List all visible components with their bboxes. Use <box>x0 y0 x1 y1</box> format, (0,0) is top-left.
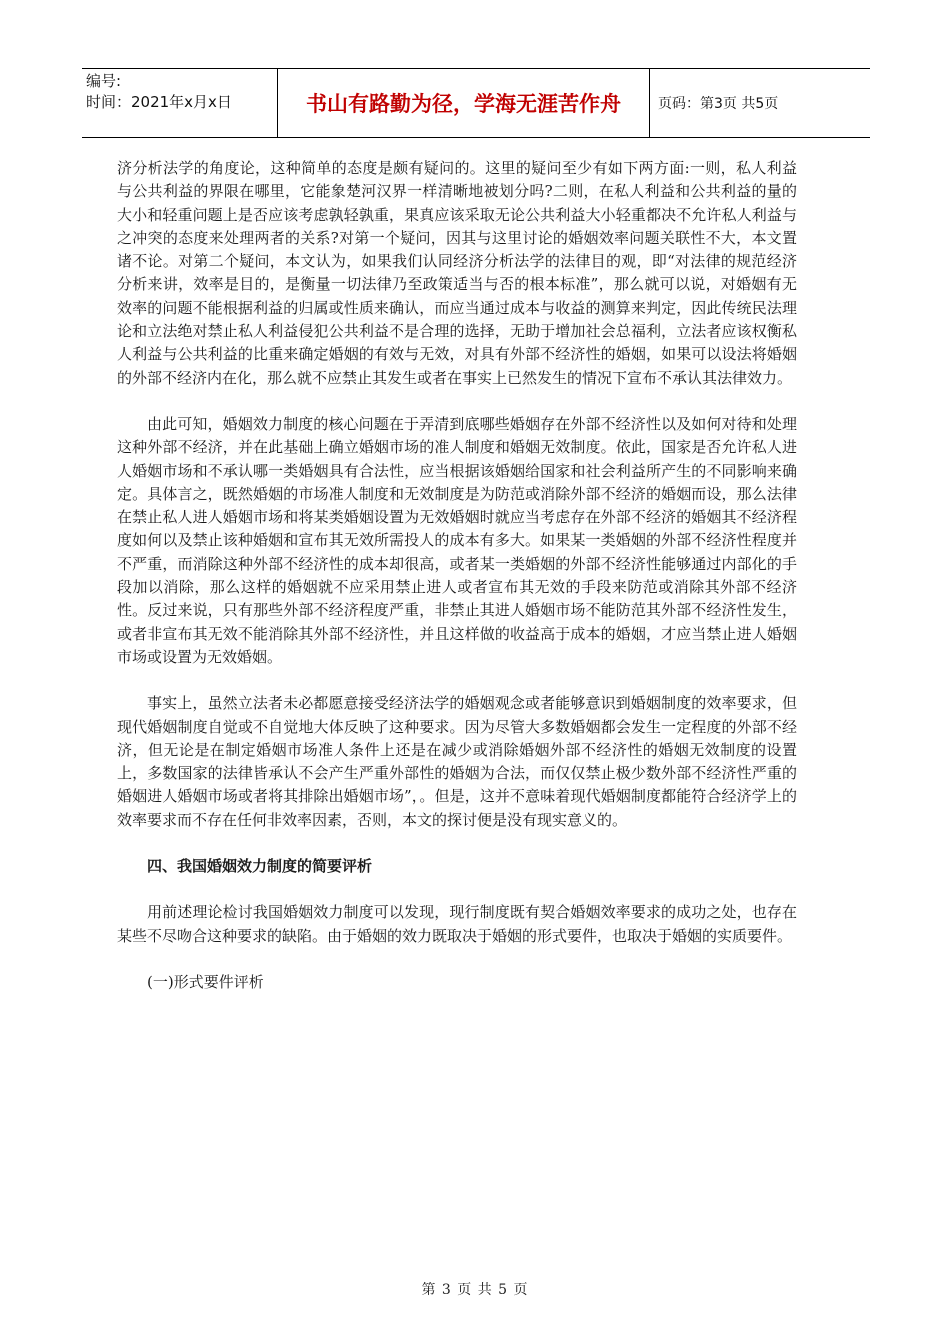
doc-number-label: 编号: <box>86 72 122 90</box>
paragraph-1: 济分析法学的角度论，这种简单的态度是颇有疑问的。这里的疑问至少有如下两方面:一则，私人利益与公共利益的界限在哪里，它能象楚河汉界一样清晰地被划分吗?二则，在私人利益和公共利益的量的大小和轻重问题上是否应该考虑孰轻孰重，果真应该采取无论公共利益大小轻重都决不允许私人利益与之冲突的态度来处理两者的关系?对第一个疑问，因其与这里讨论的婚姻效率问题关联性不大，本文置诸不论。对第二个疑问，本文认为，如果我们认同经济分析法学的法律目的观，即“对法律的规范经济分析来讲，效率是目的，是衡量一切法律乃至政策适当与否的根本标准”，那么就可以说，对婚姻有无效率的问题不能根据利益的归属或性质来确认，而应当通过成本与收益的测算来判定，因此传统民法理论和立法绝对禁止私人利益侵犯公共利益不是合理的选择，无助于增加社会总福利，立法者应该权衡私人利益与公共利益的比重来确定婚姻的有效与无效，对具有外部不经济性的婚姻，如果可以设法将婚姻的外部不经济内在化，那么就不应禁止其发生或者在事实上已然发生的情况下宣布不承认其法律效力。 <box>117 159 797 387</box>
paragraph-4: 用前述理论检讨我国婚姻效力制度可以发现，现行制度既有契合婚姻效率要求的成功之处，也存在某些不尽吻合这种要求的缺陷。由于婚姻的效力既取决于婚姻的形式要件，也取决于婚姻的实质要件。 <box>117 903 797 945</box>
paragraph-2: 由此可知，婚姻效力制度的核心问题在于弄清到底哪些婚姻存在外部不经济性以及如何对待和处理这种外部不经济，并在此基础上确立婚姻市场的准人制度和婚姻无效制度。依此，国家是否允许私人进人婚姻市场和不承认哪一类婚姻具有合法性，应当根据该婚姻给国家和社会利益所产生的不同影响来确定。具体言之，既然婚姻的市场准人制度和无效制度是为防范或消除外部不经济的婚姻而设，那么法律在禁止私人进人婚姻市场和将某类婚姻设置为无效婚姻时就应当考虑存在外部不经济的婚姻其不经济程度如何以及禁止该种婚姻和宣布其无效所需投人的成本有多大。如果某一类婚姻的外部不经济性程度并不严重，而消除这种外部不经济性的成本却很高，或者某一类婚姻的外部不经济性能够通过内部化的手段加以消除，那么这样的婚姻就不应采用禁止进人或者宣布其无效的手段来防范或消除其外部不经济性。反过来说，只有那些外部不经济程度严重，非禁止其进人婚姻市场不能防范其外部不经济性发生，或者非宣布其无效不能消除其外部不经济性，并且这样做的收益高于成本的婚姻，才应当禁止进人婚姻市场或设置为无效婚姻。 <box>117 414 797 666</box>
header-meta <box>82 69 278 137</box>
header-motto: 书山有路勤为径，学海无涯苦作舟 <box>278 69 650 137</box>
date-label: 时间：2021年x月x日 <box>86 93 232 111</box>
subsection-heading: (一)形式要件评析 <box>147 972 264 991</box>
paragraph-3: 事实上，虽然立法者未必都愿意接受经济法学的婚姻观念或者能够意识到婚姻制度的效率要求，但现代婚姻制度自觉或不自觉地大体反映了这种要求。因为尽管大多数婚姻都会发生一定程度的外部不经济，但无论是在制定婚姻市场准人条件上还是在减少或消除婚姻外部不经济性的婚姻无效制度的设置上，多数国家的法律皆承认不会产生严重外部性的婚姻为合法，而仅仅禁止极少数外部不经济性严重的婚姻进人婚姻市场或者将其排除出婚姻市场”，。但是，这并不意味着现代婚姻制度都能符合经济学上的效率要求而不存在任何非效率因素，否则，本文的探讨便是没有现实意义的。 <box>117 694 797 829</box>
document-body <box>117 157 797 994</box>
page-footer: 第 3 页 共 5 页 <box>421 1282 529 1298</box>
header-page-info: 页码：第3页 共5页 <box>658 96 779 112</box>
section-heading: 四、我国婚姻效力制度的简要评析 <box>147 857 373 876</box>
page-header <box>82 68 870 138</box>
